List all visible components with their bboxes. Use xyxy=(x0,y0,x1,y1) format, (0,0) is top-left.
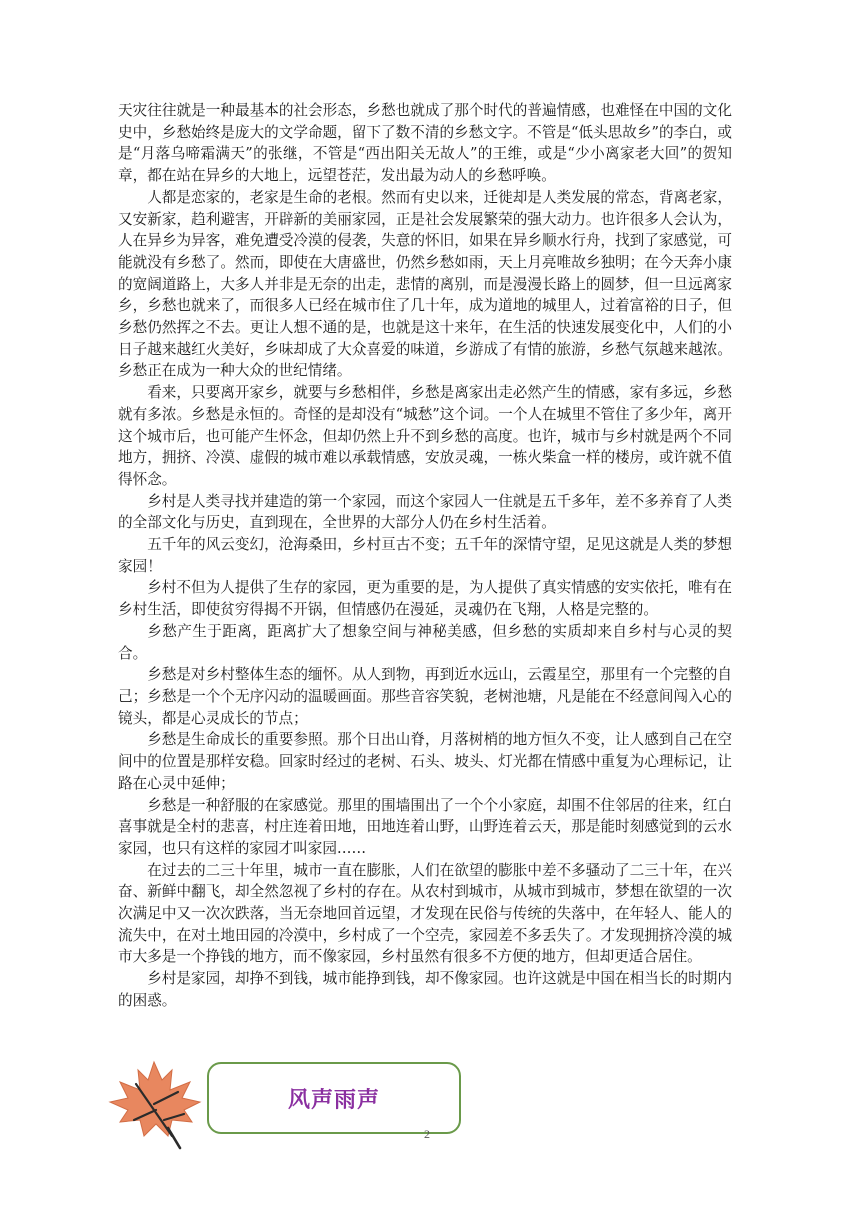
paragraph: 乡愁是生命成长的重要参照。那个日出山脊，月落树梢的地方恒久不变，让人感到自己在空间中的位置是那样安稳。回家时经过的老树、石头、坡头、灯光都在情感中重复为心理标记，让路在心灵中延伸； xyxy=(118,731,732,792)
paragraph: 看来，只要离开家乡，就要与乡愁相伴，乡愁是离家出走必然产生的情感，家有多远，乡愁就有多浓。乡愁是永恒的。奇怪的是却没有“城愁”这个词。一个人在城里不管住了多少年，离开这个城市后，也可能产生怀念，但却仍然上升不到乡愁的高度。也许，城市与乡村就是两个不同地方，拥挤、冷漠、虚假的城市难以承载情感，安放灵魂，一栋火柴盒一样的楼房，或许就不值得怀念。 xyxy=(118,384,732,488)
paragraph: 天灾往往就是一种最基本的社会形态，乡愁也就成了那个时代的普遍情感，也难怪在中国的文化史中，乡愁始终是庞大的文学命题，留下了数不清的乡愁文字。不管是“低头思故乡”的李白，或是“月落乌啼霜满天”的张继，不管是“西出阳关无故人”的王维，或是“少小离家老大回”的贺知章，都在站在异乡的大地上，远望苍茫，发出最为动人的乡愁呼唤。 xyxy=(118,102,732,185)
paragraph: 五千年的风云变幻，沧海桑田，乡村亘古不变；五千年的深情守望，足见这就是人类的梦想家园！ xyxy=(118,536,732,575)
paragraph: 乡愁产生于距离，距离扩大了想象空间与神秘美感，但乡愁的实质却来自乡村与心灵的契合。 xyxy=(118,622,732,662)
paragraph: 在过去的二三十年里，城市一直在膨胀，人们在欲望的膨胀中差不多骚动了二三十年，在兴奋、新鲜中翻飞，却全然忽视了乡村的存在。从农村到城市，从城市到城市，梦想在欲望的一次次满足中又一次次跌落，当无奈地回首远望，才发现在民俗与传统的失落中，在年轻人、能人的流失中，在对土地田园的冷漠中，乡村成了一个空壳，家园差不多丢失了。才发现拥挤冷漠的城市大多是一个挣钱的地方，而不像家园，乡村虽然有很多不方便的地方，但却更适合居住。 xyxy=(118,861,732,966)
page-number: 2 xyxy=(424,1127,430,1141)
section-label: 风声雨声 xyxy=(287,1087,380,1113)
paragraph: 乡愁是对乡村整体生态的缅怀。从人到物，再到近水远山，云霞星空，那里有一个完整的自己；乡愁是一个个无序闪动的温暖画面。那些音容笑貌，老树池塘，凡是能在不经意间闯入心的镜头，都是心灵成长的节点； xyxy=(118,666,732,727)
section-label-box xyxy=(207,1062,461,1134)
paragraph: 乡愁是一种舒服的在家感觉。那里的围墙围出了一个个小家庭，却围不住邻居的往来，红白喜事就是全村的悲喜，村庄连着田地，田地连着山野，山野连着云天，那是能时刻感觉到的云水家园，也只有这样的家园才叫家园…… xyxy=(118,796,732,857)
paragraph: 人都是恋家的，老家是生命的老根。然而有史以来，迁徙却是人类发展的常态，背离老家，又安新家，趋利避害，开辟新的美丽家园，正是社会发展繁荣的强大动力。也许很多人会认为，人在异乡为异客，难免遭受冷漠的侵袭，失意的怀旧，如果在异乡顺水行舟，找到了家感觉，可能就没有乡愁了。然而，即使在大唐盛世，仍然乡愁如雨，天上月亮唯故乡独明；在今天奔小康的宽阔道路上，大多人并非是无奈的出走，悲情的离别，而是漫漫长路上的圆梦，但一旦远离家乡，乡愁也就来了，而很多人已经在城市住了几十年，成为道地的城里人，过着富裕的日子，但乡愁仍然挥之不去。更让人想不通的是，也就是这十来年，在生活的快速发展变化中，人们的小日子越来越红火美好，乡味却成了大众喜爱的味道，乡游成了有情的旅游，乡愁气氛越来越浓。乡愁正在成为一种大众的世纪情绪。 xyxy=(118,188,732,380)
paragraph: 乡村不但为人提供了生存的家园，更为重要的是，为人提供了真实情感的安实依托，唯有在乡村生活，即使贫穷得揭不开锅，但情感仍在漫延，灵魂仍在飞翔，人格是完整的。 xyxy=(118,579,732,619)
article-body xyxy=(118,100,732,1012)
paragraph: 乡村是家园，却挣不到钱，城市能挣到钱，却不像家园。也许这就是中国在相当长的时期内的困惑。 xyxy=(118,970,732,1009)
maple-leaf-icon xyxy=(106,1058,202,1150)
paragraph: 乡村是人类寻找并建造的第一个家园，而这个家园人一住就是五千多年，差不多养育了人类的全部文化与历史，直到现在，全世界的大部分人仍在乡村生活着。 xyxy=(118,492,732,532)
